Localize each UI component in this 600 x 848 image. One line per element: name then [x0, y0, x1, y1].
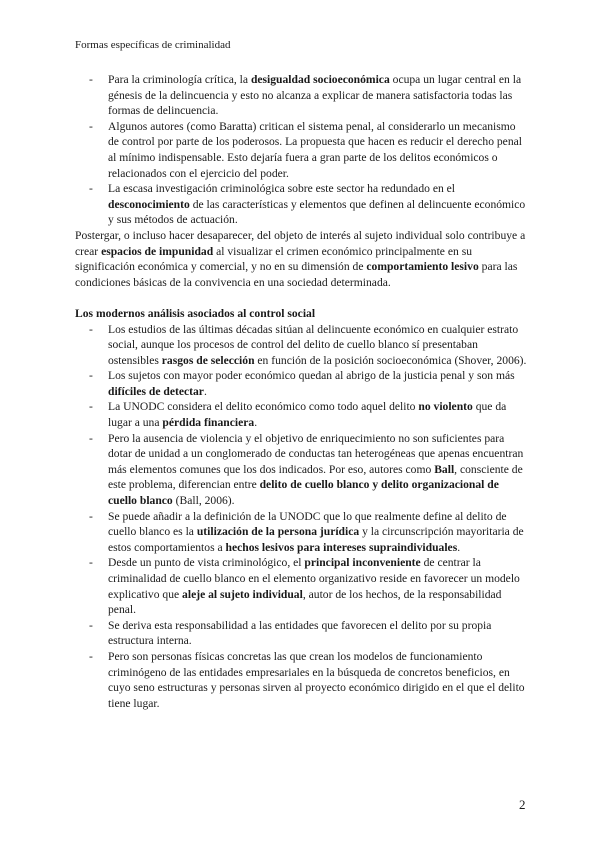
list-item: - La escasa investigación criminológica sobre este sector ha redundado en el desconocimiento de las características y elementos que definen al delincuente económico y sus métodos de actuación. [75, 181, 527, 228]
page-content [75, 72, 527, 711]
list-item: - Desde un punto de vista criminológico, el principal inconveniente de centrar la criminalidad de cuello blanco en el elemento organizativo reside en favorecer un modelo explicativo que aleje al sujeto individual, autor de los hechos, de la responsabilidad penal. [75, 555, 527, 617]
list-item: - Los sujetos con mayor poder económico quedan al abrigo de la justicia penal y son más difíciles de detectar. [75, 368, 527, 399]
running-header: Formas específicas de criminalidad [75, 39, 231, 51]
section-heading: Los modernos análisis asociados al control social [75, 306, 316, 320]
list-item: - Pero la ausencia de violencia y el objetivo de enriquecimiento no son suficientes para dotar de unidad a un conglomerado de conductas tan heterogéneas que apenas encuentran más elementos comunes que los dos indicados. Por eso, autores como Ball, consciente de este problema, diferencian entre delito de cuello blanco y delito organizacional de cuello blanco (Ball, 2006). [75, 431, 527, 509]
list-item: - Para la criminología crítica, la desigualdad socioeconómica ocupa un lugar central en la génesis de la delincuencia y esto no alcanza a explicar de manera satisfactoria todas las formas de delincuencia. [75, 72, 527, 119]
page-number: 2 [519, 797, 526, 812]
list-item: - Se puede añadir a la definición de la UNODC que lo que realmente define al delito de cuello blanco es la utilización de la persona jurídica y la circunscripción mayoritaria de estos comportamientos a hechos lesivos para intereses supraindividuales. [75, 509, 527, 556]
list-item: - Algunos autores (como Baratta) critican el sistema penal, al considerarlo un mecanismo de control por parte de los poderosos. La propuesta que hacen es reducir el derecho penal al mínimo indispensable. Esto dejaría fuera a gran parte de los delitos económicos o relacionados con el ejercicio del poder. [75, 119, 527, 181]
list-item: - Se deriva esta responsabilidad a las entidades que favorecen el delito por su propia estructura interna. [75, 618, 527, 649]
section-bullet-list [75, 322, 527, 712]
intro-bullet-list [75, 72, 527, 228]
list-item: - Los estudios de las últimas décadas sitúan al delincuente económico en cualquier estrato social, aunque los procesos de control del delito de cuello blanco sí presentaban ostensibles rasgos de selección en función de la posición socioeconómica (Shover, 2006). [75, 322, 527, 369]
list-item: - La UNODC considera el delito económico como todo aquel delito no violento que da lugar a una pérdida financiera. [75, 399, 527, 430]
list-item: - Pero son personas físicas concretas las que crean los modelos de funcionamiento criminógeno de las entidades empresariales en la búsqueda de concretos beneficios, en cuyo seno estructuras y personas sirven al proyecto económico dirigido en el que el delito tiene lugar. [75, 649, 527, 711]
body-paragraph: Postergar, o incluso hacer desaparecer, del objeto de interés al sujeto individual solo contribuye a crear espacios de impunidad al visualizar el crimen económico principalmente en su significación económica y comercial, y no en su dimensión de comportamiento lesivo para las condiciones básicas de la convivencia en una sociedad determinada. [75, 228, 526, 289]
